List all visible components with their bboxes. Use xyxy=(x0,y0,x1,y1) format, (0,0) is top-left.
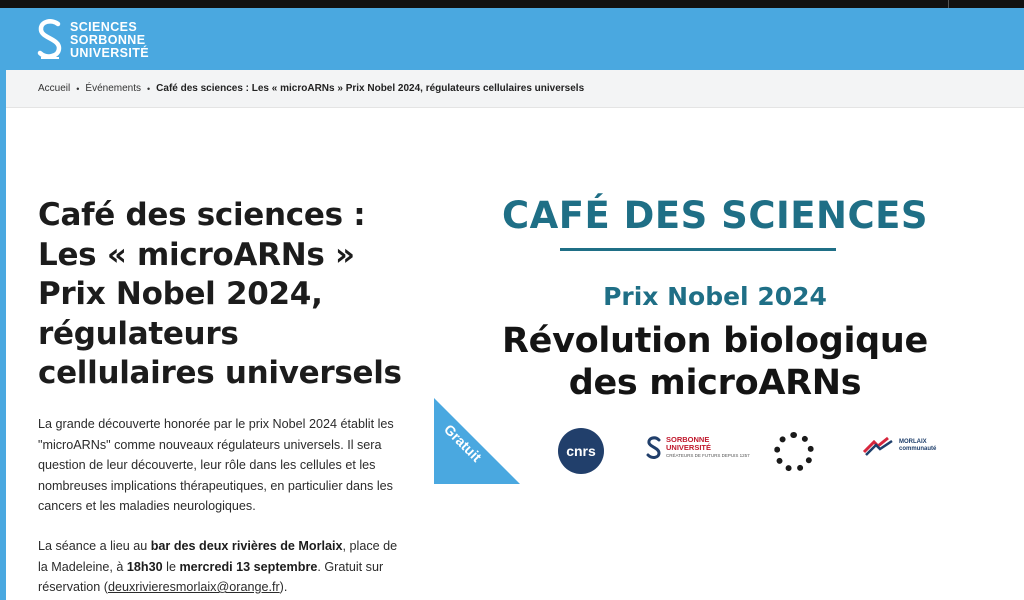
gratuit-ribbon-label: Gratuit xyxy=(441,421,485,465)
logo-line-2: SORBONNE xyxy=(70,32,146,47)
su-line-1: SORBONNE xyxy=(666,435,710,444)
poster-heading: CAFÉ DES SCIENCES xyxy=(501,194,929,237)
morlaix-flag-icon xyxy=(862,436,896,456)
session-venue: bar des deux rivières de Morlaix xyxy=(150,539,343,553)
su-line-2: UNIVERSITÉ xyxy=(666,443,712,452)
cnrs-logo: cnrs xyxy=(558,428,604,474)
sorbonne-universite-logo xyxy=(646,436,750,460)
browser-top-strip xyxy=(0,0,1024,8)
poster-line-2: des microARNs xyxy=(568,363,862,403)
session-text: ). xyxy=(279,580,288,594)
poster-divider xyxy=(560,248,836,251)
breadcrumb xyxy=(38,83,584,94)
partner-ring-logo xyxy=(774,432,814,472)
poster-prix: Prix Nobel 2024 xyxy=(603,282,827,311)
site-logo-link[interactable] xyxy=(36,18,149,62)
sorbonne-s-mini-icon xyxy=(646,436,662,460)
breadcrumb-bar xyxy=(6,70,1024,108)
morlaix-line-2: communauté xyxy=(899,446,937,452)
morlaix-line-1: MORLAIX xyxy=(899,439,927,445)
morlaix-logo-text xyxy=(899,439,936,453)
gratuit-ribbon xyxy=(434,398,520,484)
event-description: La grande découverte honorée par le prix Nobel 2024 établit les "microARNs" comme nouveaux régulateurs universels. Il sera question de leur découverte, leur rôle dans les cellules et les nombreuses implications thérapeutiques, en particulier dans les cancers et les maladies neurologiques. xyxy=(38,417,394,513)
su-logo-text xyxy=(666,436,750,460)
session-date: mercredi 13 septembre xyxy=(179,559,318,574)
page-title: Café des sciences : Les « microARNs » Prix Nobel 2024, régulateurs cellulaires universels xyxy=(38,197,402,391)
session-text: La séance a lieu au xyxy=(38,539,151,553)
logo-text xyxy=(70,21,149,60)
left-accent-bar xyxy=(0,70,6,600)
session-text: . Gratuit sur réservation ( xyxy=(38,559,384,594)
su-tagline: CRÉATEURS DE FUTURS DEPUIS 1257 xyxy=(666,453,750,458)
logo-line-1: SCIENCES xyxy=(70,19,138,34)
breadcrumb-separator-icon: • xyxy=(76,83,80,94)
event-poster-image xyxy=(434,170,996,484)
strip-divider xyxy=(948,0,949,8)
session-text: le xyxy=(162,559,180,574)
breadcrumb-separator-icon: • xyxy=(147,83,151,94)
breadcrumb-events-link[interactable]: Événements xyxy=(85,83,141,94)
reservation-email-link[interactable]: deuxrivieresmorlaix@orange.fr xyxy=(108,580,280,594)
poster-line-1: Révolution biologique xyxy=(502,321,928,361)
sorbonne-s-logo-icon xyxy=(36,18,64,62)
morlaix-communaute-logo xyxy=(862,436,936,456)
site-header xyxy=(0,8,1024,70)
session-text: , place de la Madeleine, à xyxy=(38,539,398,574)
session-time: 18h30 xyxy=(126,559,163,574)
breadcrumb-current: Café des sciences : Les « microARNs » Prix Nobel 2024, régulateurs cellulaires universels xyxy=(156,83,585,94)
event-session-details xyxy=(38,536,410,598)
logo-line-3: UNIVERSITÉ xyxy=(70,45,150,60)
breadcrumb-home-link[interactable]: Accueil xyxy=(38,83,71,94)
poster-main-text xyxy=(434,320,996,404)
